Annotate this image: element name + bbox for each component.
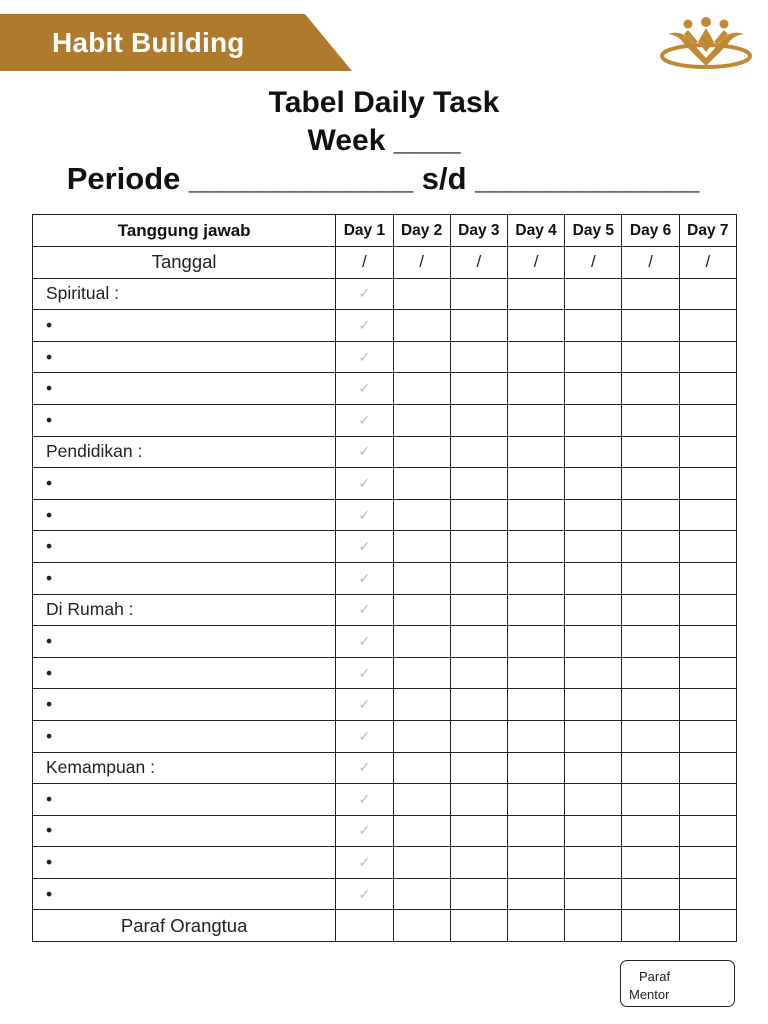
signature-cell[interactable] <box>450 910 507 942</box>
checkbox-cell[interactable] <box>450 531 507 563</box>
checkmark-icon[interactable]: ✓ <box>336 689 393 721</box>
checkbox-cell[interactable] <box>450 752 507 784</box>
checkmark-icon[interactable]: ✓ <box>336 784 393 816</box>
section-label: Kemampuan : <box>33 752 336 784</box>
bullet-item[interactable]: • <box>33 468 336 500</box>
checkbox-cell[interactable] <box>622 594 679 626</box>
checkmark-icon[interactable]: ✓ <box>336 657 393 689</box>
bullet-item[interactable]: • <box>33 847 336 879</box>
checkbox-cell[interactable] <box>679 562 736 594</box>
table-row <box>33 626 737 658</box>
table-header-row <box>33 215 737 247</box>
checkbox-cell[interactable] <box>565 278 622 310</box>
checkbox-cell[interactable] <box>622 657 679 689</box>
checkbox-cell[interactable] <box>393 278 450 310</box>
checkbox-cell[interactable] <box>393 310 450 342</box>
checkbox-cell[interactable] <box>679 310 736 342</box>
section-label: Di Rumah : <box>33 594 336 626</box>
checkbox-cell[interactable] <box>507 468 564 500</box>
table-row <box>33 373 737 405</box>
checkbox-cell[interactable] <box>679 531 736 563</box>
checkbox-cell[interactable] <box>507 373 564 405</box>
checkmark-icon[interactable]: ✓ <box>336 468 393 500</box>
checkbox-cell[interactable] <box>450 815 507 847</box>
periode-line: Periode _____________ s/d _____________ <box>66 161 700 196</box>
checkbox-cell[interactable] <box>393 689 450 721</box>
checkbox-cell[interactable] <box>622 373 679 405</box>
table-row <box>33 310 737 342</box>
table-row <box>33 436 737 468</box>
paraf-mentor-label: Paraf <box>639 969 671 984</box>
checkbox-cell[interactable] <box>507 784 564 816</box>
date-row <box>33 247 737 279</box>
checkbox-cell[interactable] <box>565 531 622 563</box>
checkmark-icon[interactable]: ✓ <box>336 278 393 310</box>
checkmark-icon[interactable]: ✓ <box>336 310 393 342</box>
checkbox-cell[interactable] <box>450 341 507 373</box>
bullet-item[interactable]: • <box>33 657 336 689</box>
signature-cell[interactable] <box>507 910 564 942</box>
checkbox-cell[interactable] <box>679 657 736 689</box>
checkbox-cell[interactable] <box>450 878 507 910</box>
checkmark-icon[interactable]: ✓ <box>336 404 393 436</box>
checkbox-cell[interactable] <box>450 278 507 310</box>
header-day: Day 3 <box>450 215 507 247</box>
date-cell[interactable]: / <box>507 247 564 279</box>
checkbox-cell[interactable] <box>507 626 564 658</box>
checkbox-cell[interactable] <box>622 784 679 816</box>
checkbox-cell[interactable] <box>565 499 622 531</box>
checkmark-icon[interactable]: ✓ <box>336 499 393 531</box>
checkbox-cell[interactable] <box>393 468 450 500</box>
checkbox-cell[interactable] <box>565 626 622 658</box>
bullet-item[interactable]: • <box>33 499 336 531</box>
checkbox-cell[interactable] <box>622 847 679 879</box>
checkbox-cell[interactable] <box>679 594 736 626</box>
checkbox-cell[interactable] <box>507 689 564 721</box>
header-day: Day 5 <box>565 215 622 247</box>
checkbox-cell[interactable] <box>565 468 622 500</box>
checkmark-icon[interactable]: ✓ <box>336 531 393 563</box>
checkbox-cell[interactable] <box>450 499 507 531</box>
checkbox-cell[interactable] <box>565 878 622 910</box>
bullet-item[interactable]: • <box>33 310 336 342</box>
bullet-item[interactable]: • <box>33 404 336 436</box>
table-row <box>33 499 737 531</box>
checkbox-cell[interactable] <box>622 562 679 594</box>
table-row <box>33 752 737 784</box>
checkbox-cell[interactable] <box>393 878 450 910</box>
checkmark-icon[interactable]: ✓ <box>336 847 393 879</box>
table-row <box>33 720 737 752</box>
checkbox-cell[interactable] <box>393 436 450 468</box>
checkbox-cell[interactable] <box>565 847 622 879</box>
bullet-item[interactable]: • <box>33 720 336 752</box>
checkbox-cell[interactable] <box>679 847 736 879</box>
date-cell[interactable]: / <box>393 247 450 279</box>
checkbox-cell[interactable] <box>393 594 450 626</box>
checkbox-cell[interactable] <box>450 436 507 468</box>
checkbox-cell[interactable] <box>565 784 622 816</box>
checkmark-icon[interactable]: ✓ <box>336 626 393 658</box>
checkbox-cell[interactable] <box>393 562 450 594</box>
bullet-item[interactable]: • <box>33 341 336 373</box>
checkbox-cell[interactable] <box>393 499 450 531</box>
checkbox-cell[interactable] <box>565 373 622 405</box>
bullet-item[interactable]: • <box>33 531 336 563</box>
paraf-mentor-label: Mentor <box>629 987 670 1002</box>
table-row <box>33 594 737 626</box>
bullet-item[interactable]: • <box>33 373 336 405</box>
table-row <box>33 468 737 500</box>
table-row <box>33 815 737 847</box>
checkbox-cell[interactable] <box>507 499 564 531</box>
checkbox-cell[interactable] <box>450 373 507 405</box>
checkmark-icon[interactable]: ✓ <box>336 436 393 468</box>
checkbox-cell[interactable] <box>679 373 736 405</box>
table-row <box>33 562 737 594</box>
checkbox-cell[interactable] <box>507 878 564 910</box>
signature-cell[interactable] <box>622 910 679 942</box>
checkbox-cell[interactable] <box>393 815 450 847</box>
checkbox-cell[interactable] <box>565 436 622 468</box>
checkbox-cell[interactable] <box>565 657 622 689</box>
checkbox-cell[interactable] <box>622 531 679 563</box>
header-day: Day 7 <box>679 215 736 247</box>
checkbox-cell[interactable] <box>450 720 507 752</box>
checkbox-cell[interactable] <box>679 341 736 373</box>
checkmark-icon[interactable]: ✓ <box>336 373 393 405</box>
table-row <box>33 341 737 373</box>
signature-cell[interactable] <box>565 910 622 942</box>
checkbox-cell[interactable] <box>622 278 679 310</box>
checkbox-cell[interactable] <box>507 562 564 594</box>
checkbox-cell[interactable] <box>393 341 450 373</box>
checkbox-cell[interactable] <box>393 752 450 784</box>
checkbox-cell[interactable] <box>679 278 736 310</box>
date-cell[interactable]: / <box>565 247 622 279</box>
checkbox-cell[interactable] <box>679 436 736 468</box>
checkbox-cell[interactable] <box>507 720 564 752</box>
checkbox-cell[interactable] <box>679 404 736 436</box>
banner-title: Habit Building <box>52 27 245 58</box>
checkbox-cell[interactable] <box>679 752 736 784</box>
checkbox-cell[interactable] <box>679 499 736 531</box>
signature-cell[interactable] <box>679 910 736 942</box>
checkbox-cell[interactable] <box>622 341 679 373</box>
checkbox-cell[interactable] <box>450 847 507 879</box>
checkmark-icon[interactable]: ✓ <box>336 815 393 847</box>
checkbox-cell[interactable] <box>622 626 679 658</box>
date-cell[interactable]: / <box>622 247 679 279</box>
date-cell[interactable]: / <box>450 247 507 279</box>
checkbox-cell[interactable] <box>565 689 622 721</box>
paraf-orangtua-label: Paraf Orangtua <box>33 910 336 942</box>
checkmark-icon[interactable]: ✓ <box>336 341 393 373</box>
bullet-item[interactable]: • <box>33 626 336 658</box>
daily-task-table <box>32 214 737 942</box>
checkbox-cell[interactable] <box>507 847 564 879</box>
bullet-item[interactable]: • <box>33 784 336 816</box>
checkbox-cell[interactable] <box>507 752 564 784</box>
checkmark-icon[interactable]: ✓ <box>336 720 393 752</box>
table-row <box>33 531 737 563</box>
bullet-item[interactable]: • <box>33 562 336 594</box>
bullet-item[interactable]: • <box>33 815 336 847</box>
checkbox-cell[interactable] <box>679 878 736 910</box>
checkbox-cell[interactable] <box>450 689 507 721</box>
checkbox-cell[interactable] <box>507 594 564 626</box>
checkmark-icon[interactable]: ✓ <box>336 752 393 784</box>
checkbox-cell[interactable] <box>450 468 507 500</box>
bullet-item[interactable]: • <box>33 878 336 910</box>
paraf-mentor-box <box>620 960 735 1007</box>
crown-laurel-logo-icon <box>658 8 754 74</box>
table-row <box>33 689 737 721</box>
checkbox-cell[interactable] <box>507 531 564 563</box>
checkbox-cell[interactable] <box>450 562 507 594</box>
checkbox-cell[interactable] <box>393 784 450 816</box>
checkbox-cell[interactable] <box>565 720 622 752</box>
checkbox-cell[interactable] <box>450 626 507 658</box>
footer-row <box>33 910 737 942</box>
checkbox-cell[interactable] <box>679 626 736 658</box>
checkbox-cell[interactable] <box>507 657 564 689</box>
checkbox-cell[interactable] <box>507 278 564 310</box>
checkbox-cell[interactable] <box>565 815 622 847</box>
header-day: Day 1 <box>336 215 393 247</box>
checkbox-cell[interactable] <box>393 373 450 405</box>
checkbox-cell[interactable] <box>565 404 622 436</box>
checkbox-cell[interactable] <box>507 436 564 468</box>
signature-cell[interactable] <box>393 910 450 942</box>
checkbox-cell[interactable] <box>450 594 507 626</box>
checkbox-cell[interactable] <box>622 815 679 847</box>
checkbox-cell[interactable] <box>679 815 736 847</box>
checkmark-icon[interactable]: ✓ <box>336 594 393 626</box>
checkbox-cell[interactable] <box>565 341 622 373</box>
checkbox-cell[interactable] <box>622 689 679 721</box>
checkbox-cell[interactable] <box>565 594 622 626</box>
checkbox-cell[interactable] <box>393 404 450 436</box>
checkbox-cell[interactable] <box>507 310 564 342</box>
checkbox-cell[interactable] <box>393 847 450 879</box>
week-line: Week ____ <box>307 124 461 157</box>
checkbox-cell[interactable] <box>622 878 679 910</box>
checkbox-cell[interactable] <box>622 499 679 531</box>
signature-cell[interactable] <box>336 910 393 942</box>
checkmark-icon[interactable]: ✓ <box>336 878 393 910</box>
checkbox-cell[interactable] <box>507 341 564 373</box>
bullet-item[interactable]: • <box>33 689 336 721</box>
checkbox-cell[interactable] <box>507 815 564 847</box>
checkbox-cell[interactable] <box>622 720 679 752</box>
checkbox-cell[interactable] <box>450 404 507 436</box>
checkbox-cell[interactable] <box>393 531 450 563</box>
checkbox-cell[interactable] <box>622 752 679 784</box>
checkbox-cell[interactable] <box>393 626 450 658</box>
page-title: Tabel Daily Task <box>268 86 500 119</box>
checkbox-cell[interactable] <box>622 310 679 342</box>
table-row <box>33 784 737 816</box>
checkbox-cell[interactable] <box>565 752 622 784</box>
section-label: Spiritual : <box>33 278 336 310</box>
table-row <box>33 847 737 879</box>
checkbox-cell[interactable] <box>679 784 736 816</box>
checkbox-cell[interactable] <box>622 404 679 436</box>
checkbox-cell[interactable] <box>565 310 622 342</box>
checkbox-cell[interactable] <box>679 468 736 500</box>
header-day: Day 4 <box>507 215 564 247</box>
header-tanggung-jawab: Tanggung jawab <box>33 215 336 247</box>
checkbox-cell[interactable] <box>450 784 507 816</box>
checkmark-icon[interactable]: ✓ <box>336 562 393 594</box>
checkbox-cell[interactable] <box>565 562 622 594</box>
date-label: Tanggal <box>33 247 336 279</box>
checkbox-cell[interactable] <box>622 436 679 468</box>
header-day: Day 2 <box>393 215 450 247</box>
checkbox-cell[interactable] <box>679 689 736 721</box>
table-row <box>33 878 737 910</box>
header-day: Day 6 <box>622 215 679 247</box>
date-cell[interactable]: / <box>679 247 736 279</box>
checkbox-cell[interactable] <box>450 310 507 342</box>
date-cell[interactable]: / <box>336 247 393 279</box>
checkbox-cell[interactable] <box>622 468 679 500</box>
table-row <box>33 404 737 436</box>
checkbox-cell[interactable] <box>393 720 450 752</box>
checkbox-cell[interactable] <box>507 404 564 436</box>
checkbox-cell[interactable] <box>679 720 736 752</box>
checkbox-cell[interactable] <box>393 657 450 689</box>
checkbox-cell[interactable] <box>450 657 507 689</box>
table-row <box>33 278 737 310</box>
section-label: Pendidikan : <box>33 436 336 468</box>
table-row <box>33 657 737 689</box>
